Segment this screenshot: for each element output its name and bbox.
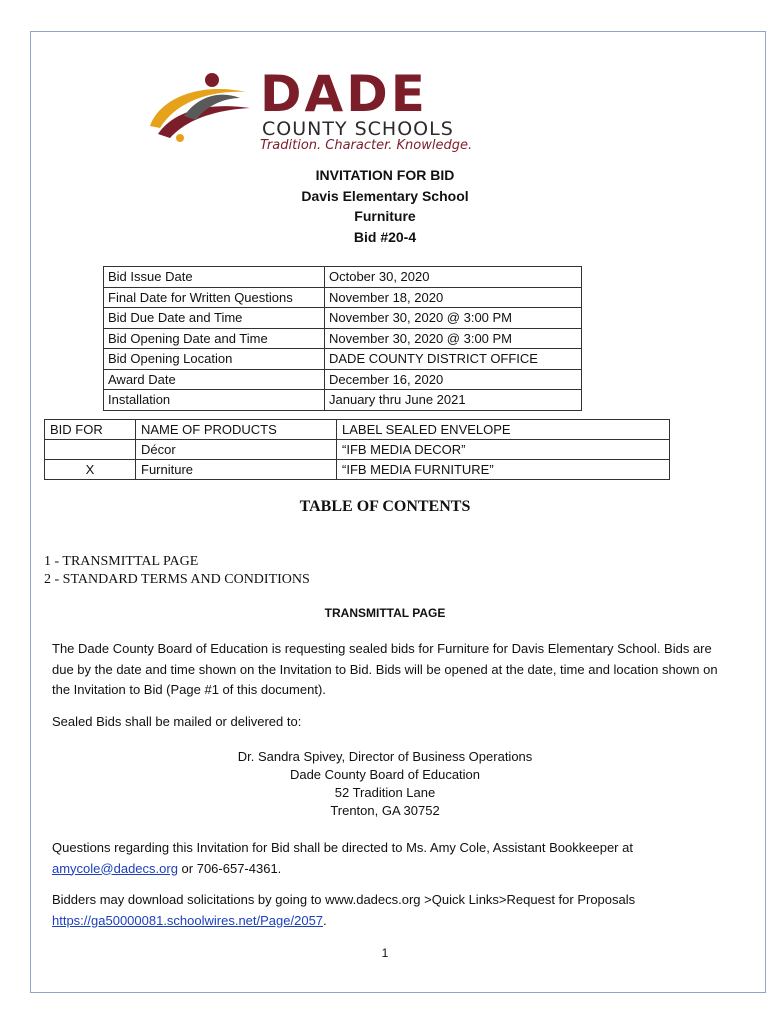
dade-county-schools-logo — [140, 66, 540, 156]
schedule-label: Installation — [104, 390, 325, 411]
address-line: Trenton, GA 30752 — [330, 803, 440, 818]
download-text: Bidders may download solicitations by going to www.dadecs.org >Quick Links>Request for Proposals — [52, 892, 636, 907]
table-row — [104, 349, 582, 370]
delivery-instruction: Sealed Bids shall be mailed or delivered to: — [52, 714, 302, 729]
download-end: . — [323, 912, 327, 928]
envelope-label-cell: “IFB MEDIA FURNITURE” — [337, 460, 670, 480]
schedule-label: Bid Opening Date and Time — [104, 328, 325, 349]
schedule-value: October 30, 2020 — [325, 267, 582, 288]
product-name-cell: Furniture — [136, 460, 337, 480]
schedule-label: Final Date for Written Questions — [104, 287, 325, 308]
mailing-address — [0, 748, 770, 820]
rfp-page-link[interactable]: https://ga50000081.schoolwires.net/Page/2057 — [52, 912, 324, 928]
table-row — [104, 328, 582, 349]
schedule-table — [103, 266, 582, 411]
schedule-value: DADE COUNTY DISTRICT OFFICE — [325, 349, 582, 370]
table-row — [104, 390, 582, 411]
header-envelope-label: LABEL SEALED ENVELOPE — [337, 420, 670, 440]
swoosh-figure-icon — [140, 68, 258, 154]
title-line: INVITATION FOR BID — [315, 167, 455, 183]
phone-text: or 706-657-4361. — [177, 860, 282, 876]
schedule-label: Bid Issue Date — [104, 267, 325, 288]
table-header-row — [45, 420, 670, 440]
document-title — [0, 165, 770, 247]
bid-request-paragraph: The Dade County Board of Education is requesting sealed bids for Furniture for Davis Elementary School. Bids are due by the date and time shown on the Invitation to Bid. Bids will be opened at the date, time and location shown on the Invitation to Bid (Page #1 of this document). — [52, 641, 718, 697]
logo-name: DADE — [260, 65, 428, 123]
products-table — [44, 419, 670, 480]
table-row — [104, 369, 582, 390]
logo-tagline: Tradition. Character. Knowledge. — [260, 138, 473, 153]
schedule-label: Bid Opening Location — [104, 349, 325, 370]
table-row — [104, 267, 582, 288]
bid-subject: Furniture — [354, 208, 416, 224]
schedule-value: January thru June 2021 — [325, 390, 582, 411]
bid-for-cell — [45, 440, 136, 460]
schedule-value: November 30, 2020 @ 3:00 PM — [325, 328, 582, 349]
table-row — [104, 308, 582, 329]
school-name: Davis Elementary School — [301, 187, 469, 204]
table-row — [45, 440, 670, 460]
download-paragraph — [52, 890, 732, 931]
transmittal-heading: TRANSMITTAL PAGE — [324, 606, 446, 620]
schedule-value: December 16, 2020 — [325, 369, 582, 390]
bid-for-cell: X — [45, 460, 136, 480]
schedule-label: Award Date — [104, 369, 325, 390]
envelope-label-cell: “IFB MEDIA DECOR” — [337, 440, 670, 460]
table-row — [45, 460, 670, 480]
schedule-value: November 18, 2020 — [325, 287, 582, 308]
page-number: 1 — [381, 946, 389, 960]
questions-paragraph — [52, 838, 732, 879]
header-product-name: NAME OF PRODUCTS — [136, 420, 337, 440]
address-line: 52 Tradition Lane — [334, 785, 436, 800]
toc-item: 1 - TRANSMITTAL PAGE — [44, 554, 199, 569]
schedule-value: November 30, 2020 @ 3:00 PM — [325, 308, 582, 329]
product-name-cell: Décor — [136, 440, 337, 460]
logo-subtitle: COUNTY SCHOOLS — [262, 118, 454, 140]
toc-heading: TABLE OF CONTENTS — [299, 498, 471, 515]
address-line: Dr. Sandra Spivey, Director of Business Operations — [237, 749, 533, 764]
email-link[interactable]: amycole@dadecs.org — [52, 860, 178, 876]
bid-number: Bid #20-4 — [353, 228, 417, 245]
questions-text: Questions regarding this Invitation for Bid shall be directed to Ms. Amy Cole, Assistant Bookkeeper at — [52, 840, 633, 855]
toc-item: 2 - STANDARD TERMS AND CONDITIONS — [44, 572, 310, 587]
schedule-label: Bid Due Date and Time — [104, 308, 325, 329]
toc-list — [44, 553, 310, 589]
address-line: Dade County Board of Education — [289, 767, 481, 782]
table-row — [104, 287, 582, 308]
header-bid-for: BID FOR — [45, 420, 136, 440]
